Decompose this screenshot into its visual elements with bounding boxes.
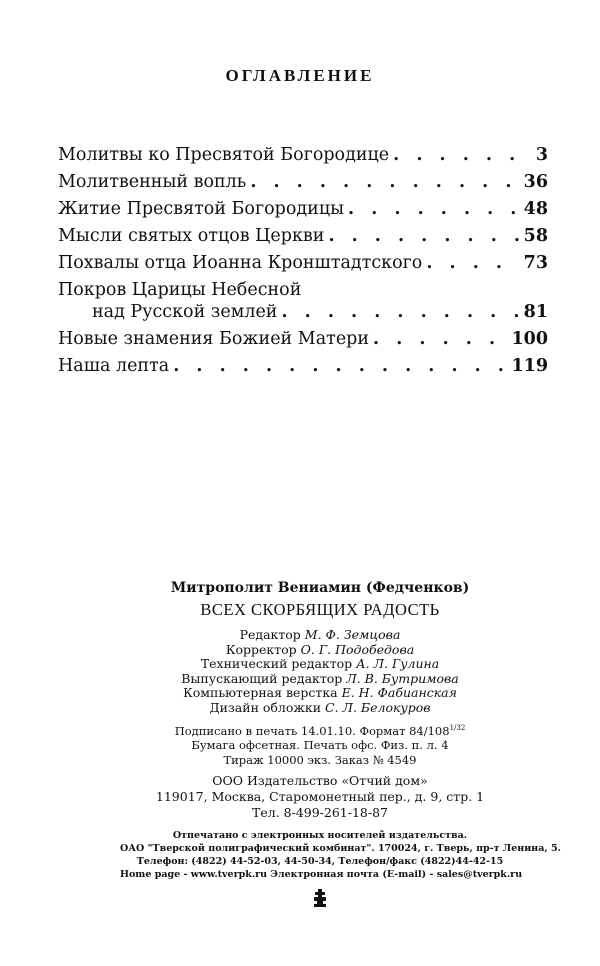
printer-line: Телефон: (4822) 44-52-03, 44-50-34, Телефон/факс (4822)44-42-15: [136, 856, 504, 868]
toc-heading: ОГЛАВЛЕНИЕ: [225, 66, 375, 85]
credit-line: [120, 686, 520, 701]
toc-entry: [58, 145, 548, 172]
dot-leader: [348, 199, 520, 219]
toc-entry-continuation: [58, 302, 548, 329]
credit-role: Корректор: [225, 641, 297, 657]
toc-entry-page: 73: [523, 253, 548, 273]
table-of-contents: [58, 145, 548, 383]
toc-entry: [58, 172, 548, 199]
publisher-address: 119017, Москва, Старомонетный пер., д. 9, стр. 1: [155, 789, 485, 805]
credit-name: Е. Н. Фабианская: [341, 685, 457, 700]
toc-entry-title: Мысли святых отцов Церкви: [58, 226, 325, 246]
toc-entry: [58, 329, 548, 356]
toc-entry-page: 36: [523, 172, 548, 192]
toc-entry: [58, 226, 548, 253]
printer-logo-icon: [313, 889, 327, 907]
dot-leader: [173, 356, 507, 376]
run-line: Тираж 10000 экз. Заказ № 4549: [223, 752, 417, 767]
toc-entry-title: Молитвенный вопль: [58, 172, 247, 192]
paper-line: Бумага офсетная. Печать офс. Физ. п. л. 4: [191, 738, 449, 753]
signed-line: [120, 721, 520, 738]
credit-line: [120, 701, 520, 716]
credits: [120, 628, 520, 715]
toc-entry-page: 119: [511, 356, 548, 376]
credit-line: [120, 672, 520, 687]
printer-line: Home page - www.tverpk.ru Электронная почта (E-mail) - sales@tverpk.ru: [120, 869, 523, 881]
credit-line: [120, 628, 520, 643]
toc-entry: [58, 280, 548, 302]
printer-info: [120, 829, 561, 881]
credit-role: Компьютерная верстка: [183, 685, 338, 700]
toc-entry: [58, 199, 548, 226]
credit-name: С. Л. Белокуров: [325, 699, 431, 715]
toc-entry-page: 81: [523, 302, 548, 322]
toc-entry-title: Житие Пресвятой Богородицы: [58, 199, 345, 219]
toc-entry-title: Покров Царицы Небесной: [58, 280, 302, 300]
format-superscript: 1/32: [449, 724, 466, 732]
dot-leader: [281, 302, 519, 322]
dot-leader: [393, 145, 532, 165]
credit-line: [120, 657, 520, 672]
credit-role: Выпускающий редактор: [181, 670, 343, 686]
publisher: [120, 773, 520, 821]
toc-entry-title: Наша лепта: [58, 356, 170, 376]
publisher-name: ООО Издательство «Отчий дом»: [212, 773, 428, 789]
print-info: [120, 721, 520, 767]
toc-entry: [58, 253, 548, 280]
toc-entry-title: Молитвы ко Пресвятой Богородице: [58, 145, 390, 165]
credit-name: Л. В. Бутримова: [346, 670, 459, 686]
printer-line: Отпечатано с электронных носителей издательства.: [172, 830, 468, 842]
dot-leader: [328, 226, 519, 246]
credit-name: А. Л. Гулина: [356, 656, 440, 671]
toc-entry-title: Новые знамения Божией Матери: [58, 329, 370, 349]
credit-name: М. Ф. Земцова: [304, 627, 401, 642]
toc-entry-title-cont: над Русской землей: [92, 302, 278, 322]
credit-role: Дизайн обложки: [209, 699, 322, 715]
author: Митрополит Вениамин (Федченков): [170, 580, 470, 596]
publisher-phone: Тел. 8-499-261-18-87: [252, 805, 388, 821]
credit-role: Технический редактор: [200, 656, 353, 671]
toc-entry-page: 48: [523, 199, 548, 219]
toc-entry-page: 100: [511, 329, 548, 349]
credit-role: Редактор: [239, 627, 301, 642]
toc-entry-title: Похвалы отца Иоанна Кронштадтского: [58, 253, 423, 273]
book-title: ВСЕХ СКОРБЯЩИХ РАДОСТЬ: [200, 600, 440, 619]
toc-entry-page: 3: [535, 145, 548, 165]
dot-leader: [426, 253, 519, 273]
printer-line: ОАО "Тверской полиграфический комбинат". 170024, г. Тверь, пр-т Ленина, 5.: [120, 843, 561, 855]
imprint-block: [120, 578, 561, 907]
toc-entry: [58, 356, 548, 383]
dot-leader: [250, 172, 519, 192]
dot-leader: [373, 329, 507, 349]
credit-line: [120, 643, 520, 658]
toc-entry-page: 58: [523, 226, 548, 246]
credit-name: О. Г. Подобедова: [300, 641, 415, 657]
signed-text: Подписано в печать 14.01.10. Формат 84/108: [174, 723, 450, 738]
